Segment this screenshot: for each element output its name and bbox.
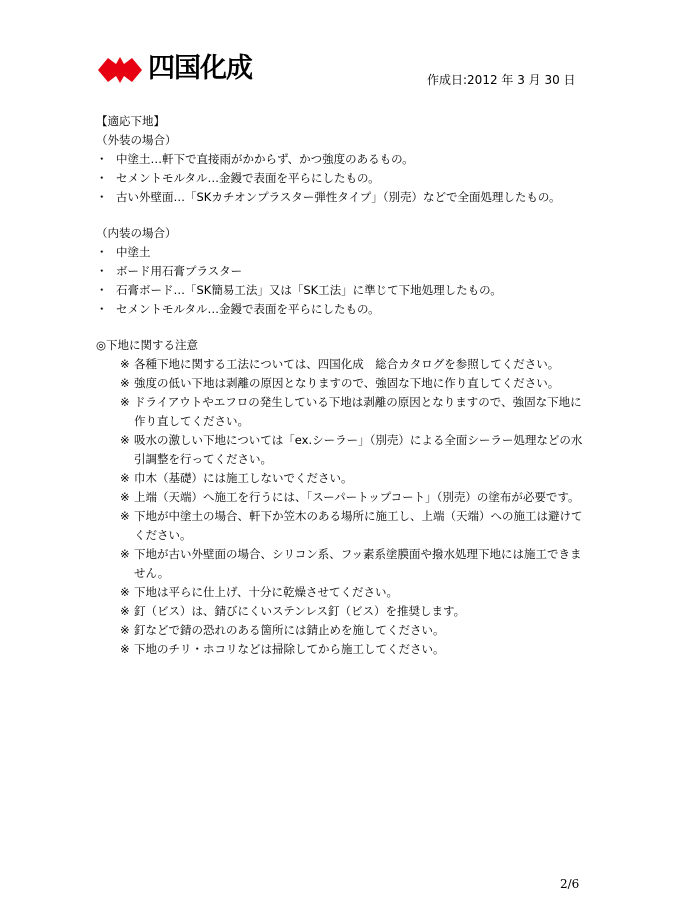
note-item: ※ 釘などで錆の恐れのある箇所には錆止めを施してください。 <box>120 623 445 637</box>
list-item: ・ 石膏ボード…「SK簡易工法」又は「SK工法」に準じて下地処理したもの。 <box>96 283 502 297</box>
logo-text: 四国化成 <box>148 53 252 84</box>
interior-heading: （内装の場合） <box>96 226 177 240</box>
note-item: ※ 下地が中塗土の場合、軒下か笠木のある場所に施工し、上端（天端）への施工は避けてください。 <box>120 509 583 542</box>
note-item: ※ ドライアウトやエフロの発生している下地は剥離の原因となりますので、強固な下地に作り直してください。 <box>120 395 582 428</box>
note-item: ※ 下地が古い外壁面の場合、シリコン系、フッ素系塗膜面や撥水処理下地には施工できません。 <box>120 547 582 580</box>
list-item: ・ セメントモルタル…金鏝で表面を平らにしたもの。 <box>96 302 380 316</box>
list-item: ・ セメントモルタル…金鏝で表面を平らにしたもの。 <box>96 171 380 185</box>
list-item: ・ 中塗土…軒下で直接雨がかからず、かつ強度のあるもの。 <box>96 152 414 166</box>
note-item: ※ 釘（ビス）は、錆びにくいステンレス釘（ビス）を推奨します。 <box>120 604 466 618</box>
note-item: ※ 強度の低い下地は剥離の原因となりますので、強固な下地に作り直してください。 <box>120 376 560 390</box>
note-item: ※ 上端（天端）へ施工を行うには、「スーパートップコート」（別売）の塗布が必要です。 <box>120 490 580 504</box>
company-logo <box>96 52 256 86</box>
note-item: ※ 下地は平らに仕上げ、十分に乾燥させてください。 <box>120 585 399 599</box>
list-item: ・ ボード用石膏プラスター <box>96 264 243 278</box>
page-number: 2/6 <box>560 877 580 891</box>
list-item: ・ 古い外壁面…「SKカチオンプラスター弾性タイプ」（別売）などで全面処理したもの。 <box>96 190 561 204</box>
logo-mark-icon <box>96 52 144 86</box>
creation-date: 作成日:2012 年 3 月 30 日 <box>427 73 576 87</box>
section-title: 【適応下地】 <box>96 114 165 128</box>
note-item: ※ 下地のチリ・ホコリなどは掃除してから施工してください。 <box>120 642 445 656</box>
note-item: ※ 吸水の激しい下地については「ex.シーラー」（別売）による全面シーラー処理などの水引調整を行ってください。 <box>120 433 583 466</box>
note-item: ※ 巾木（基礎）には施工しないでください。 <box>120 471 353 485</box>
list-item: ・ 中塗土 <box>96 245 151 259</box>
notes-heading: ◎下地に関する注意 <box>96 338 199 352</box>
exterior-heading: （外装の場合） <box>96 133 177 147</box>
document-body <box>96 112 596 659</box>
note-item: ※ 各種下地に関する工法については、四国化成 総合カタログを参照してください。 <box>120 357 560 371</box>
